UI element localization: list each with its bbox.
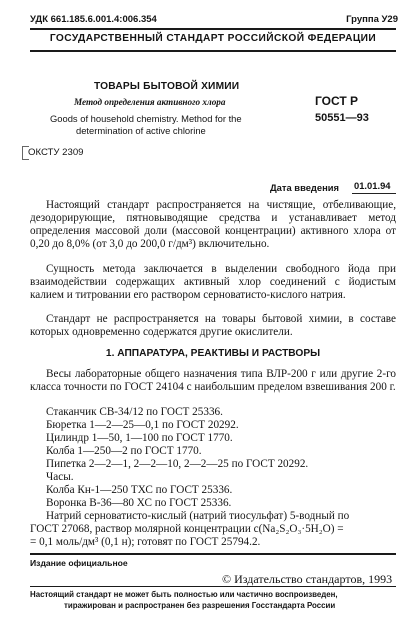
reagent-line-2: ГОСТ 27068, раствор молярной концентрации c(Na₂S₂O₃·5H₂O) = [30, 523, 344, 535]
equipment-item-3: Цилиндр 1—50, 1—100 по ГОСТ 1770. [46, 432, 233, 444]
equipment-item-5: Пипетка 2—2—1, 2—2—10, 2—2—25 по ГОСТ 20292. [46, 458, 309, 470]
reagent-line-3: = 0,1 моль/дм³ (0,1 н); готовят по ГОСТ 25794.2. [30, 536, 261, 548]
intro-paragraph-scope: Настоящий стандарт распространяется на чистящие, отбеливающие, дезодорирующие, пятновыводящие средства и устанавливает метод определения массовой доли (массовой концентрации) активного хлора от 0,20 до 8,0% (от 3,0 до 200,0 г/дм³) включительно. [30, 199, 396, 250]
footer-rule [30, 553, 396, 555]
english-title-1: Goods of household chemistry. Method for the [50, 113, 242, 124]
intro-paragraph-principle: Сущность метода заключается в выделении свободного йода при взаимодействии содержащих активный хлор соединений с йодистым калием и титровании его раствором серноватисто-кислого натрия. [30, 263, 396, 301]
okstu-code: ОКСТУ 2309 [28, 147, 84, 158]
intro-date-value: 01.01.94 [354, 180, 391, 191]
gost-number: 50551—93 [315, 112, 369, 124]
gost-label: ГОСТ Р [315, 94, 359, 108]
registration-stamp [22, 146, 29, 160]
equipment-item-1: Стаканчик СВ-34/12 по ГОСТ 25336. [46, 406, 223, 418]
reagent-line-1: Натрий серноватисто-кислый (натрий тиосульфат) 5-водный по [46, 510, 350, 522]
method-title: Метод определения активного хлора [74, 97, 226, 107]
header-rule-bottom [30, 50, 396, 52]
intro-date-underline [352, 193, 396, 194]
scales-paragraph: Весы лабораторные общего назначения типа ВЛР-200 г или другие 2-го класса точности по ГОСТ 24104 с наибольшим пределом взвешивания 200 г. [30, 368, 396, 393]
intro-paragraph-limitation: Стандарт не распространяется на товары бытовой химии, в составе которых одновременно содержатся другие окислители. [30, 313, 396, 338]
intro-date-label: Дата введения [270, 182, 339, 193]
udk-code: УДК 661.185.6.001.4:006.354 [30, 14, 157, 25]
equipment-item-8: Воронка В-36—80 ХС по ГОСТ 25336. [46, 497, 232, 509]
reproduction-notice-2: тиражирован и распространен без разрешения Госстандарта России [64, 601, 336, 610]
official-edition: Издание официальное [30, 558, 128, 568]
equipment-item-6: Часы. [46, 471, 74, 483]
copyright: © Издательство стандартов, 1993 [222, 572, 393, 586]
section-1-heading: 1. АППАРАТУРА, РЕАКТИВЫ И РАСТВОРЫ [105, 348, 321, 359]
document-title: ТОВАРЫ БЫТОВОЙ ХИМИИ [94, 81, 240, 92]
equipment-item-4: Колба 1—250—2 по ГОСТ 1770. [46, 445, 202, 457]
equipment-item-7: Колба Кн-1—250 ТХС по ГОСТ 25336. [46, 484, 233, 496]
equipment-item-2: Бюретка 1—2—25—0,1 по ГОСТ 20292. [46, 419, 239, 431]
standard-body: ГОСУДАРСТВЕННЫЙ СТАНДАРТ РОССИЙСКОЙ ФЕДЕРАЦИИ [49, 33, 377, 44]
reproduction-notice-1: Настоящий стандарт не может быть полностью или частично воспроизведен, [30, 590, 338, 599]
footer-notice-rule [30, 586, 396, 587]
group-code: Группа У29 [346, 14, 398, 25]
english-title-2: determination of active chlorine [76, 125, 206, 136]
header-rule-top [30, 28, 396, 30]
